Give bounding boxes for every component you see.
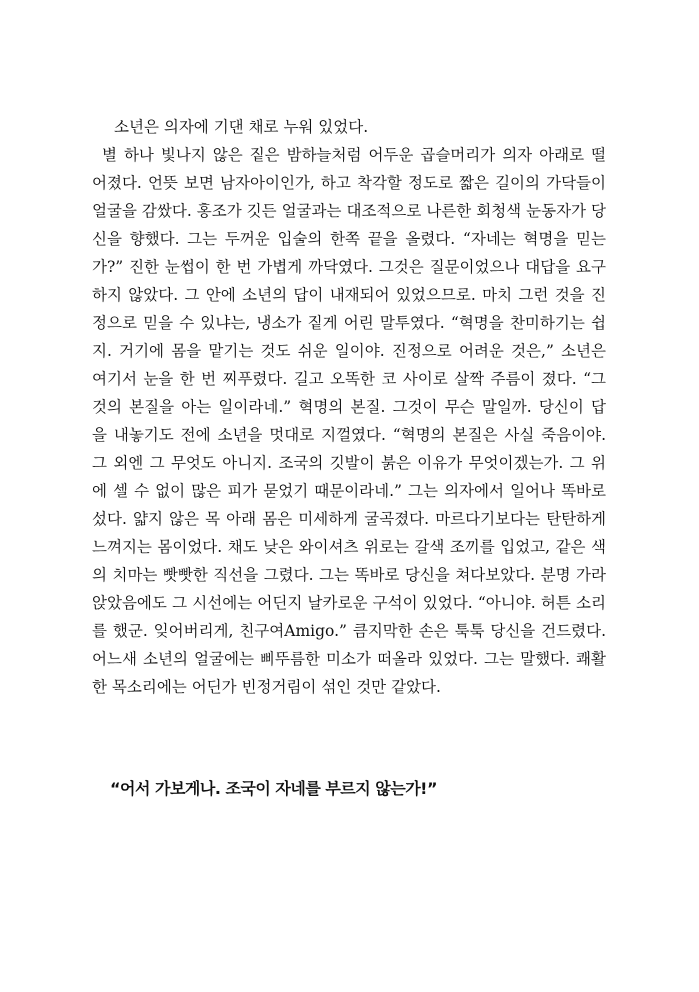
paragraph-line: 정으로 믿을 수 있냐는, 냉소가 짙게 어린 말투였다. “혁명을 찬미하기는 쉽 <box>92 314 606 332</box>
body-text <box>92 113 606 701</box>
paragraph-line: 섰다. 얇지 않은 목 아래 몸은 미세하게 굴곡졌다. 마르다기보다는 탄탄하게 <box>92 510 606 528</box>
paragraph-line: 느껴지는 몸이었다. 채도 낮은 와이셔츠 위로는 갈색 조끼를 입었고, 같은 색 <box>92 538 606 556</box>
closing-line: “어서 가보게나. 조국이 자네를 부르지 않는가!” <box>110 779 437 798</box>
paragraph-line: 가?” 진한 눈썹이 한 번 가볍게 까닥였다. 그것은 질문이었으나 대답을 요구 <box>92 258 606 276</box>
paragraph-line: 것의 본질을 아는 일이라네.” 혁명의 본질. 그것이 무슨 말일까. 당신이 답 <box>92 398 606 416</box>
paragraph-line: 어느새 소년의 얼굴에는 삐뚜름한 미소가 떠올라 있었다. 그는 말했다. 쾌활 <box>92 650 606 668</box>
paragraph-line: 한 목소리에는 어딘가 빈정거림이 섞인 것만 같았다. <box>92 678 441 696</box>
paragraph-line: 별 하나 빛나지 않은 짙은 밤하늘처럼 어두운 곱슬머리가 의자 아래로 떨 <box>102 146 606 164</box>
paragraph-line: 어졌다. 언뜻 보면 남자아이인가, 하고 착각할 정도로 짧은 길이의 가닥들이 <box>92 174 606 192</box>
paragraph-opening-line: 소년은 의자에 기댄 채로 누워 있었다. <box>114 118 369 136</box>
paragraph-line: 에 셀 수 없이 많은 피가 묻었기 때문이라네.” 그는 의자에서 일어나 똑바로 <box>92 482 606 500</box>
paragraph-line: 얼굴을 감쌌다. 홍조가 깃든 얼굴과는 대조적으로 나른한 회청색 눈동자가 당 <box>92 202 606 220</box>
paragraph-main <box>92 141 606 701</box>
paragraph-line: 하지 않았다. 그 안에 소년의 답이 내재되어 있었으므로. 마치 그런 것을 진 <box>92 286 606 304</box>
paragraph-line: 앉았음에도 그 시선에는 어딘지 날카로운 구석이 있었다. “아니야. 허튼 소리 <box>92 594 606 612</box>
paragraph-line: 신을 향했다. 그는 두꺼운 입술의 한쪽 끝을 올렸다. “자네는 혁명을 믿는 <box>92 230 606 248</box>
paragraph-line: 지. 거기에 몸을 맡기는 것도 쉬운 일이야. 진정으로 어려운 것은,” 소년은 <box>92 342 606 360</box>
paragraph-line: 을 내놓기도 전에 소년을 멋대로 지껄였다. “혁명의 본질은 사실 죽음이야. <box>92 426 606 444</box>
paragraph-line: 를 했군. 잊어버리게, 친구여Amigo.” 큼지막한 손은 툭툭 당신을 건드렸다. <box>92 622 606 640</box>
paragraph-line: 여기서 눈을 한 번 찌푸렸다. 길고 오똑한 코 사이로 살짝 주름이 졌다. “그 <box>92 370 606 388</box>
paragraph-line: 의 치마는 빳빳한 직선을 그렸다. 그는 똑바로 당신을 쳐다보았다. 분명 가라 <box>92 566 606 584</box>
paragraph-line: 그 외엔 그 무엇도 아니지. 조국의 깃발이 붉은 이유가 무엇이겠는가. 그 위 <box>92 454 606 472</box>
